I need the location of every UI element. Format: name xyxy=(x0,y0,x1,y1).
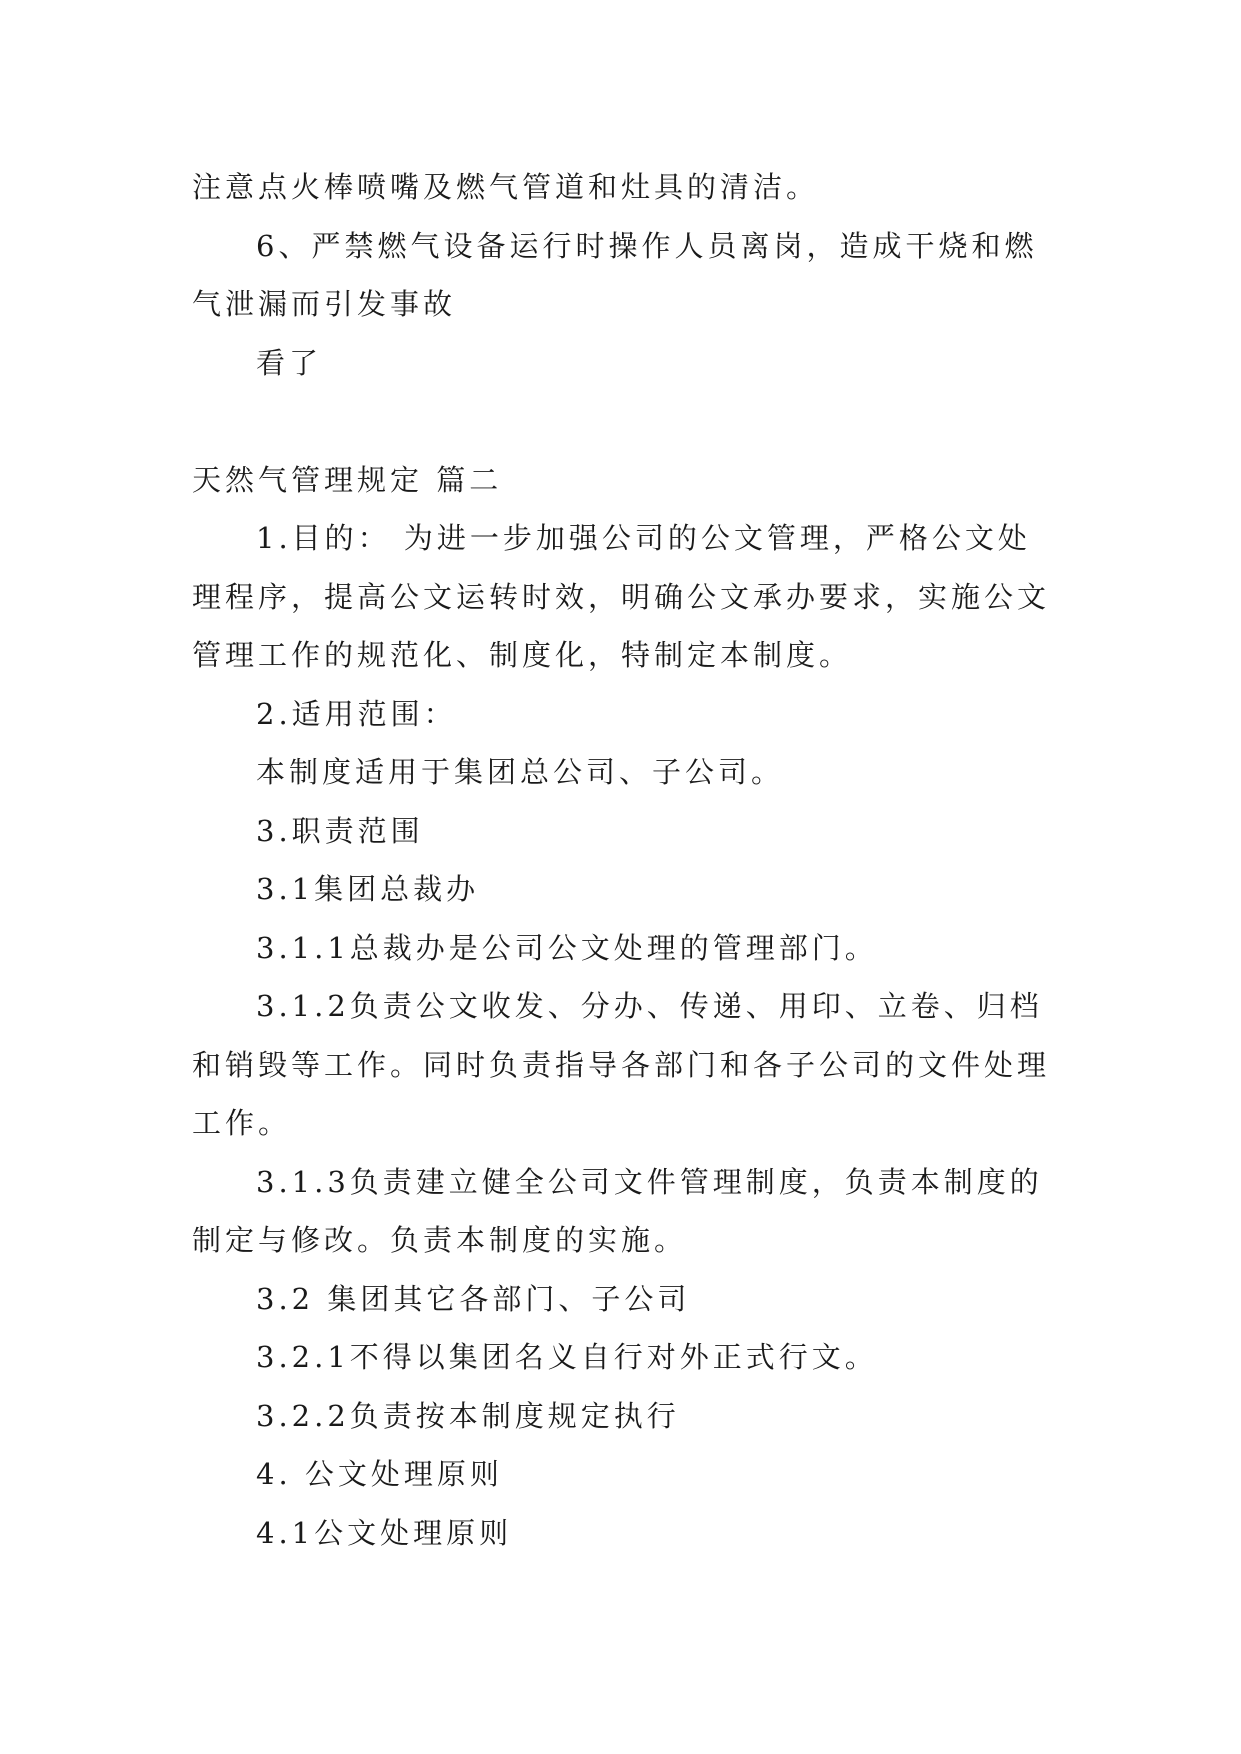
text-line: 工作。 xyxy=(192,1106,292,1140)
text-line: 制定与修改。负责本制度的实施。 xyxy=(192,1223,688,1257)
text-line: 和销毁等工作。同时负责指导各部门和各子公司的文件处理 xyxy=(192,1047,1051,1082)
text-line: 3.1.3负责建立健全公司文件管理制度，负责本制度的 xyxy=(256,1164,1043,1199)
text-line: 3.2.1不得以集团名义自行对外正式行文。 xyxy=(256,1340,878,1374)
text-line: 2.适用范围： xyxy=(256,696,457,731)
text-line: 1.目的： 为进一步加强公司的公文管理，严格公文处 xyxy=(256,521,1031,555)
text-line: 3.职责范围 xyxy=(256,813,424,848)
document-body xyxy=(192,158,1052,1562)
text-line: 3.1.1总裁办是公司公文处理的管理部门。 xyxy=(256,930,878,965)
text-line: 4.1公文处理原则 xyxy=(256,1515,513,1550)
blank-line xyxy=(192,392,1052,451)
text-line: 理程序，提高公文运转时效，明确公文承办要求，实施公文 xyxy=(192,579,1051,614)
text-line: 看了 xyxy=(256,345,323,380)
text-line: 3.1.2负责公文收发、分办、传递、用印、立卷、归档 xyxy=(256,989,1043,1023)
text-line: 6、严禁燃气设备运行时操作人员离岗，造成干烧和燃 xyxy=(256,228,1038,263)
text-line: 3.1集团总裁办 xyxy=(256,872,480,906)
text-line: 注意点火棒喷嘴及燃气管道和灶具的清洁。 xyxy=(192,170,820,204)
section-heading: 天然气管理规定 篇二 xyxy=(192,462,503,497)
text-line: 4. 公文处理原则 xyxy=(256,1457,503,1491)
text-line: 本制度适用于集团总公司、子公司。 xyxy=(256,755,785,789)
text-line: 3.2.2负责按本制度规定执行 xyxy=(256,1398,680,1433)
text-line: 气泄漏而引发事故 xyxy=(192,287,457,321)
text-line: 3.2 集团其它各部门、子公司 xyxy=(256,1281,691,1316)
text-line: 管理工作的规范化、制度化，特制定本制度。 xyxy=(192,638,853,672)
